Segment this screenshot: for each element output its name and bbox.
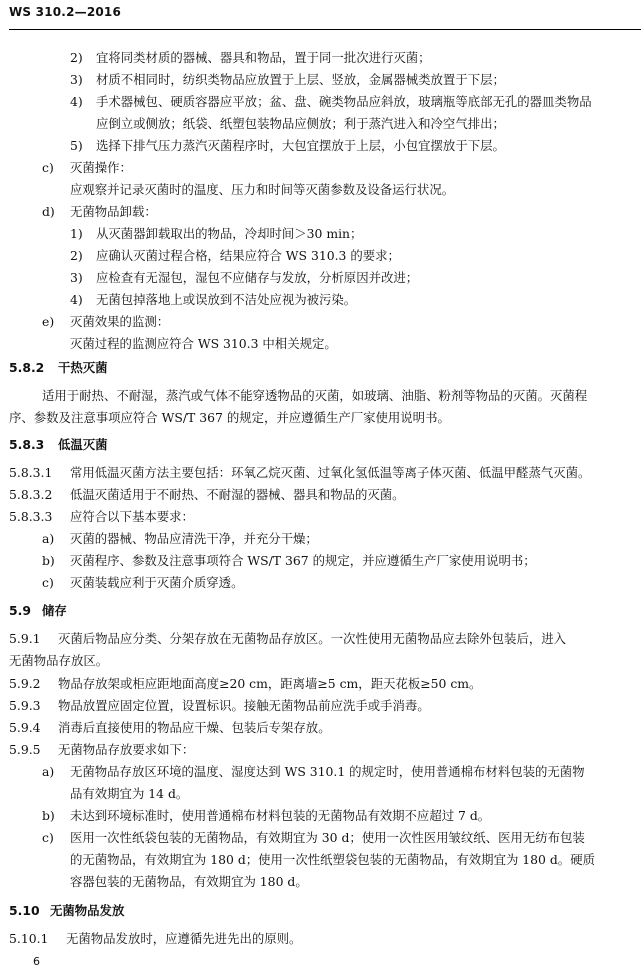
item-number: 5) xyxy=(70,138,83,153)
item-number: 5.10.1 xyxy=(9,931,49,946)
text-line: 的无菌物品，有效期宜为 180 d；使用一次性纸塑袋包装的无菌物品，有效期宜为 180 d。硬质 xyxy=(70,852,595,867)
item-number: 5.9.1 xyxy=(9,631,41,646)
item-number: 1) xyxy=(70,226,83,241)
text-line: 品有效期宜为 14 d。 xyxy=(70,786,189,801)
text-line: 从灭菌器卸载取出的物品，冷却时间＞30 min； xyxy=(96,226,363,241)
section-heading: 低温灭菌 xyxy=(58,437,108,452)
text-line: 灭菌程序、参数及注意事项符合 WS/T 367 的规定，并应遵循生产厂家使用说明书； xyxy=(70,553,536,568)
text-line: 手术器械包、硬质容器应平放；盆、盘、碗类物品应斜放，玻璃瓶等底部无孔的器皿类物品 xyxy=(96,94,592,109)
text-line: 未达到环境标准时，使用普通棉布材料包装的无菌物品有效期不应超过 7 d。 xyxy=(70,808,491,823)
text-line: 灭菌后物品应分类、分架存放在无菌物品存放区。一次性使用无菌物品应去除外包装后，进入 xyxy=(58,631,567,646)
text-line: 材质不相同时，纺织类物品应放置于上层、竖放，金属器械类放置于下层； xyxy=(96,72,505,87)
text-line: 宜将同类材质的器械、器具和物品，置于同一批次进行灭菌； xyxy=(96,50,431,65)
section-heading: 储存 xyxy=(42,603,67,618)
header-rule xyxy=(9,29,641,30)
item-number: c) xyxy=(42,160,54,175)
item-number: a) xyxy=(42,531,55,546)
text-line: 低温灭菌适用于不耐热、不耐湿的器械、器具和物品的灭菌。 xyxy=(70,487,405,502)
section-number: 5.8.2 xyxy=(9,360,45,375)
text-line: 选择下排气压力蒸汽灭菌程序时，大包宜摆放于上层，小包宜摆放于下层。 xyxy=(96,138,505,153)
text-line: 灭菌效果的监测： xyxy=(70,314,170,329)
item-number: b) xyxy=(42,553,55,568)
text-line: 容器包装的无菌物品，有效期宜为 180 d。 xyxy=(70,874,308,889)
section-number: 5.10 xyxy=(9,903,40,918)
item-number: c) xyxy=(42,575,54,590)
item-number: d) xyxy=(42,204,55,219)
text-line: 无菌物品发放时，应遵循先进先出的原则。 xyxy=(66,931,302,946)
text-line: 灭菌的器械、物品应清洗干净，并充分干燥； xyxy=(70,531,318,546)
text-line: 应检查有无湿包，湿包不应储存与发放，分析原因并改进； xyxy=(96,270,419,285)
item-number: 5.8.3.1 xyxy=(9,465,53,480)
item-number: 4) xyxy=(70,94,83,109)
text-line: 适用于耐热、不耐湿，蒸汽或气体不能穿透物品的灭菌，如玻璃、油脂、粉剂等物品的灭菌。灭菌程 xyxy=(42,388,588,403)
section-number: 5.8.3 xyxy=(9,437,45,452)
text-line: 消毒后直接使用的物品应干燥、包装后专架存放。 xyxy=(58,720,331,735)
item-number: a) xyxy=(42,764,55,779)
section-heading: 无菌物品发放 xyxy=(50,903,125,918)
text-line: 无菌物品存放要求如下： xyxy=(58,742,195,757)
text-line: 物品存放架或柜应距地面高度≥20 cm，距离墙≥5 cm，距天花板≥50 cm。 xyxy=(58,676,482,691)
text-line: 物品放置应固定位置，设置标识。接触无菌物品前应洗手或手消毒。 xyxy=(58,698,430,713)
item-number: 2) xyxy=(70,50,83,65)
item-number: 3) xyxy=(70,72,83,87)
item-number: b) xyxy=(42,808,55,823)
item-number: 2) xyxy=(70,248,83,263)
text-line: 应符合以下基本要求： xyxy=(70,509,194,524)
text-line: 灭菌过程的监测应符合 WS 310.3 中相关规定。 xyxy=(70,336,337,351)
item-number: 5.8.3.2 xyxy=(9,487,53,502)
text-line: 应观察并记录灭菌时的温度、压力和时间等灭菌参数及设备运行状况。 xyxy=(70,182,455,197)
item-number: c) xyxy=(42,830,54,845)
item-number: 5.9.2 xyxy=(9,676,41,691)
item-number: 5.8.3.3 xyxy=(9,509,53,524)
text-line: 应确认灭菌过程合格，结果应符合 WS 310.3 的要求； xyxy=(96,248,400,263)
text-line: 灭菌操作： xyxy=(70,160,132,175)
text-line: 常用低温灭菌方法主要包括：环氧乙烷灭菌、过氧化氢低温等离子体灭菌、低温甲醛蒸气灭菌。 xyxy=(70,465,591,480)
item-number: 5.9.5 xyxy=(9,742,41,757)
text-line: 应倒立或侧放；纸袋、纸塑包装物品应侧放；利于蒸汽进入和冷空气排出； xyxy=(96,116,505,131)
document-id: WS 310.2—2016 xyxy=(9,5,122,19)
text-line: 无菌物品存放区。 xyxy=(9,653,109,668)
item-number: 5.9.3 xyxy=(9,698,41,713)
text-line: 无菌包掉落地上或误放到不洁处应视为被污染。 xyxy=(96,292,357,307)
text-line: 灭菌装载应利于灭菌介质穿透。 xyxy=(70,575,244,590)
text-line: 无菌物品卸载： xyxy=(70,204,157,219)
item-number: e) xyxy=(42,314,55,329)
item-number: 5.9.4 xyxy=(9,720,41,735)
text-line: 无菌物品存放区环境的温度、湿度达到 WS 310.1 的规定时，使用普通棉布材料包装的无菌物 xyxy=(70,764,585,779)
text-line: 序、参数及注意事项应符合 WS/T 367 的规定，并应遵循生产厂家使用说明书。 xyxy=(9,410,450,425)
item-number: 3) xyxy=(70,270,83,285)
item-number: 4) xyxy=(70,292,83,307)
section-heading: 干热灭菌 xyxy=(58,360,108,375)
text-line: 医用一次性纸袋包装的无菌物品，有效期宜为 30 d；使用一次性医用皱纹纸、医用无纺布包装 xyxy=(70,830,585,845)
page-number: 6 xyxy=(33,955,40,968)
section-number: 5.9 xyxy=(9,603,31,618)
